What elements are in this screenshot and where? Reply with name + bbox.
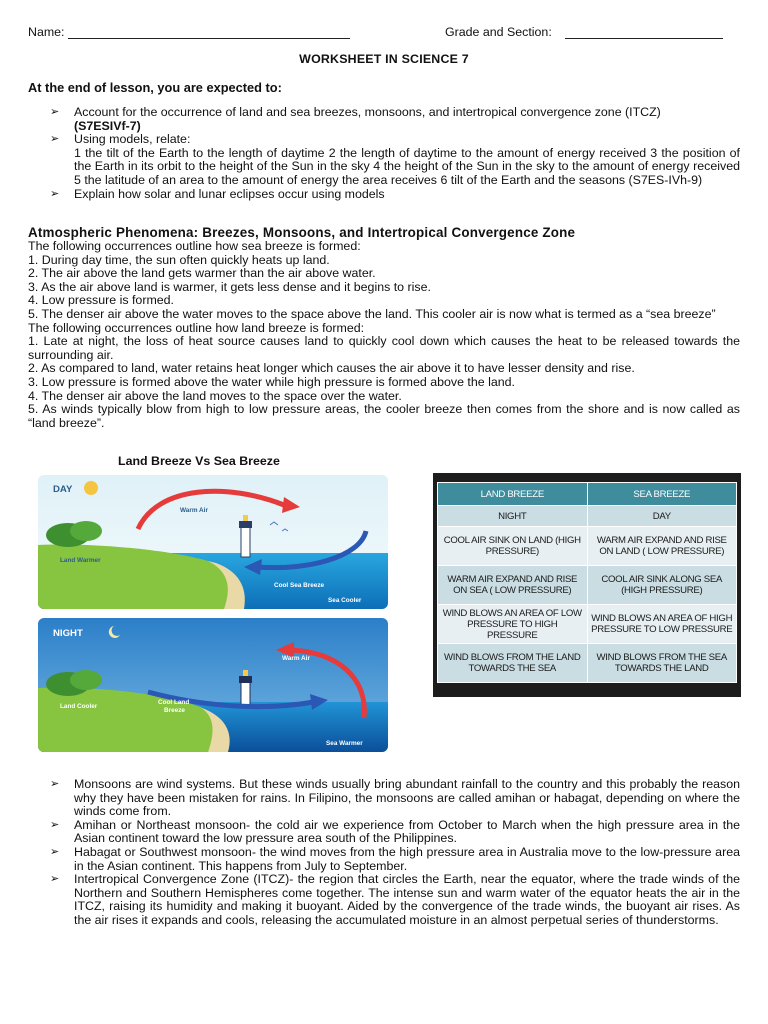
grade-section-blank xyxy=(565,38,723,39)
student-info-header xyxy=(28,26,740,42)
sea-breeze-header: SEA BREEZE xyxy=(587,483,737,506)
table-cell: WIND BLOWS FROM THE LAND TOWARDS THE SEA xyxy=(438,644,588,683)
sea-cooler-label: Sea Cooler xyxy=(328,597,362,604)
table-cell: NIGHT xyxy=(438,506,588,527)
land-cooler-label: Land Cooler xyxy=(60,703,98,710)
breeze-diagram xyxy=(36,455,390,755)
breeze-comparison-table xyxy=(437,482,737,683)
worksheet-title: WORKSHEET IN SCIENCE 7 xyxy=(299,52,469,66)
arrow-bullet-icon: ➢ xyxy=(50,106,60,118)
body-line: The following occurrences outline how land breeze is formed: xyxy=(28,320,365,335)
objective-detail: 1 the tilt of the Earth to the length of daytime 2 the length of daytime to the amount of energy received 3 the position of the Earth in its orbit to the height of the Sun in the sky 4 the height of the Sun in the sky to the amount of energy received 5 the latitude of an area to the amount of energy the area receives 6 tilt of the Earth and the seasons (S7ES-IVh-9) xyxy=(74,145,740,187)
body-line: The following occurrences outline how sea breeze is formed: xyxy=(28,239,361,253)
sun-icon xyxy=(84,481,98,495)
arrow-bullet-icon: ➢ xyxy=(50,845,60,858)
monsoon-itcz-list xyxy=(28,778,740,928)
info-item xyxy=(28,873,740,927)
sea-warmer-label: Sea Warmer xyxy=(326,740,363,747)
breeze-explanation xyxy=(28,240,740,430)
info-item xyxy=(28,819,740,846)
night-label: NIGHT xyxy=(53,628,83,639)
table-row xyxy=(438,644,737,683)
body-line: 3. As the air above land is warmer, it gets less dense and it begins to rise. xyxy=(28,279,431,294)
table-cell: WARM AIR EXPAND AND RISE ON LAND ( LOW PRESSURE) xyxy=(587,527,737,566)
land-breeze-header: LAND BREEZE xyxy=(438,483,588,506)
body-line: 2. As compared to land, water retains heat longer which causes the air above it to have lesser density and rise. xyxy=(28,361,635,376)
table-cell: WIND BLOWS AN AREA OF HIGH PRESSURE TO LOW PRESSURE xyxy=(587,605,737,644)
table-cell: COOL AIR SINK ALONG SEA (HIGH PRESSURE) xyxy=(587,566,737,605)
table-cell: DAY xyxy=(587,506,737,527)
objective-item xyxy=(28,188,740,202)
table-cell: WIND BLOWS FROM THE SEA TOWARDS THE LAND xyxy=(587,644,737,683)
night-panel xyxy=(38,618,388,752)
day-illustration xyxy=(38,475,388,609)
table-row xyxy=(438,566,737,605)
table-header-row xyxy=(438,483,737,506)
section-heading: Atmospheric Phenomena: Breezes, Monsoons, and Intertropical Convergence Zone xyxy=(28,225,576,240)
land-warmer-label: Land Warmer xyxy=(60,557,101,564)
objectives-heading: At the end of lesson, you are expected to: xyxy=(28,80,282,95)
info-text: Amihan or Northeast monsoon- the cold air we experience from October to March when the high pressure area in the Asian continent toward the low pressure area south of the Philippines. xyxy=(74,817,740,846)
night-warm-air-label: Warm Air xyxy=(282,655,310,662)
night-illustration xyxy=(38,618,388,752)
diagram-title: Land Breeze Vs Sea Breeze xyxy=(118,454,280,468)
body-line: 4. Low pressure is formed. xyxy=(28,293,174,308)
table-cell: WIND BLOWS AN AREA OF LOW PRESSURE TO HIGH PRESSURE xyxy=(438,605,588,644)
body-line: 3. Low pressure is formed above the water while high pressure is formed above the land. xyxy=(28,374,515,389)
info-item xyxy=(28,778,740,819)
table-cell: COOL AIR SINK ON LAND (HIGH PRESSURE) xyxy=(438,527,588,566)
objectives-list xyxy=(28,106,740,201)
info-item xyxy=(28,846,740,873)
objective-item xyxy=(28,106,740,133)
cool-land-breeze-label-2: Breeze xyxy=(164,707,185,714)
info-text: Monsoons are wind systems. But these winds usually bring abundant rainfall to the country and this probably the reason why they have been mistaken for rains. In Filipino, the monsoons are called amihan or habagat, depending on where the winds come from. xyxy=(74,777,740,819)
table-row xyxy=(438,605,737,644)
objective-text: Explain how solar and lunar eclipses occur using models xyxy=(74,186,385,201)
arrow-bullet-icon: ➢ xyxy=(50,873,60,886)
cool-sea-breeze-label: Cool Sea Breeze xyxy=(274,582,325,589)
grade-section-label: Grade and Section: xyxy=(445,25,552,39)
objective-text: Account for the occurrence of land and sea breezes, monsoons, and intertropical convergence zone (ITCZ) xyxy=(74,105,661,119)
table-row xyxy=(438,506,737,527)
arrow-bullet-icon: ➢ xyxy=(50,778,60,790)
breeze-comparison-table-frame xyxy=(433,473,741,697)
objective-text: Using models, relate: xyxy=(74,132,191,147)
info-text: Intertropical Convergence Zone (ITCZ)- the region that circles the Earth, near the equator, where the trade winds of the Northern and Southern Hemispheres come together. The intense sun and warm water of the equator heats the air in the ITCZ, raising its humidity and making it buoyant. Aided by the convergence of the trade winds, the buoyant air rises. As the air rises it expands and cools, releasing the accumulated moisture in an almost perpetual series of thunderstorms. xyxy=(74,872,740,927)
body-line: 2. The air above the land gets warmer than the air above water. xyxy=(28,266,376,281)
info-text: Habagat or Southwest monsoon- the wind moves from the high pressure area in Australia move to the low-pressure area in the Asian continent. This happens from July to September. xyxy=(74,844,740,873)
body-line: 4. The denser air above the land moves to the space over the water. xyxy=(28,388,402,403)
body-line: 5. As winds typically blow from high to low pressure areas, the cooler breeze then comes from the shore and is now called as “land breeze”. xyxy=(28,402,740,430)
arrow-bullet-icon: ➢ xyxy=(50,187,60,200)
cool-land-breeze-label: Cool Land xyxy=(158,699,190,706)
table-cell: WARM AIR EXPAND AND RISE ON SEA ( LOW PRESSURE) xyxy=(438,566,588,605)
objective-item xyxy=(28,133,740,187)
name-label: Name: xyxy=(28,25,65,39)
objective-code: (S7ESIVf-7) xyxy=(74,118,141,133)
name-blank xyxy=(68,38,350,39)
day-panel xyxy=(38,475,388,609)
arrow-bullet-icon: ➢ xyxy=(50,818,60,831)
body-line: 1. During day time, the sun often quickly heats up land. xyxy=(28,252,330,267)
day-warm-air-label: Warm Air xyxy=(180,507,208,514)
body-line: 5. The denser air above the water moves to the space above the land. This cooler air is now what is termed as a “sea breeze” xyxy=(28,306,716,321)
body-line: 1. Late at night, the loss of heat source causes land to quickly cool down which causes the heat to be released towards the surrounding air. xyxy=(28,334,740,362)
day-label: DAY xyxy=(53,484,73,495)
arrow-bullet-icon: ➢ xyxy=(50,133,60,146)
table-row xyxy=(438,527,737,566)
